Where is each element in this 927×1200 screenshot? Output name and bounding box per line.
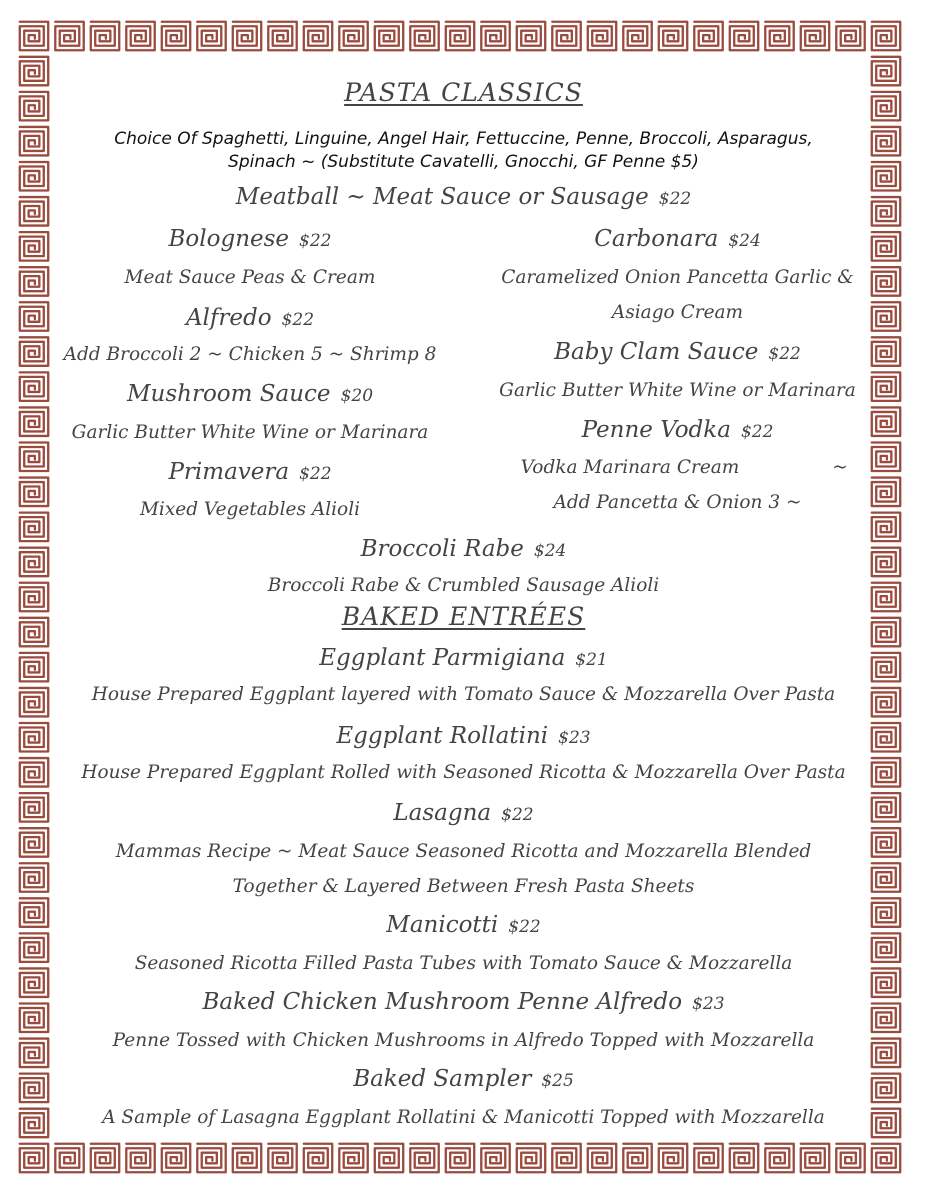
item-name: Baked Sampler: [353, 1066, 532, 1092]
item-price: $21: [575, 650, 608, 670]
spiral-tile: [730, 1144, 758, 1172]
item-name: Eggplant Parmigiana: [319, 645, 566, 671]
penne-vodka-desc-tilde: ~: [832, 457, 848, 478]
spiral-tile: [872, 478, 900, 506]
mushroom-sauce-desc: Garlic Butter White Wine or Marinara: [71, 422, 429, 443]
broccoli-rabe-name: [0, 536, 927, 562]
pasta-classics-heading: PASTA CLASSICS: [344, 78, 583, 107]
eggplant-parm-desc: House Prepared Eggplant layered with Tomato Sauce & Mozzarella Over Pasta: [91, 684, 836, 705]
spiral-tile: [765, 22, 793, 50]
spiral-tile: [375, 1144, 403, 1172]
item-price: $22: [299, 464, 332, 484]
primavera-name: [60, 459, 440, 485]
item-price: $22: [299, 231, 332, 251]
spiral-tile: [517, 22, 545, 50]
spiral-tile: [162, 22, 190, 50]
lasagna-desc-2: Together & Layered Between Fresh Pasta Sheets: [232, 876, 695, 897]
spiral-tile: [552, 22, 580, 50]
spiral-tile: [694, 22, 722, 50]
alfredo-name: [60, 305, 440, 331]
spiral-tile: [20, 302, 48, 330]
spiral-tile: [446, 1144, 474, 1172]
item-name: Eggplant Rollatini: [336, 723, 549, 749]
eggplant-rollatini-name: [0, 723, 927, 749]
item-name: Bolognese: [168, 226, 290, 252]
item-price: $23: [692, 994, 725, 1014]
spiral-tile: [304, 22, 332, 50]
item-price: $22: [508, 917, 541, 937]
spiral-tile: [410, 1144, 438, 1172]
broccoli-rabe-desc: Broccoli Rabe & Crumbled Sausage Alioli: [267, 575, 660, 596]
spiral-tile: [20, 22, 48, 50]
item-name: Baked Chicken Mushroom Penne Alfredo: [202, 989, 683, 1015]
spiral-tile: [481, 1144, 509, 1172]
spiral-tile: [517, 1144, 545, 1172]
spiral-tile: [659, 22, 687, 50]
spiral-tile: [55, 1144, 83, 1172]
spiral-tile: [20, 267, 48, 295]
chicken-penne-name: [0, 989, 927, 1015]
chicken-penne-desc: Penne Tossed with Chicken Mushrooms in Alfredo Topped with Mozzarella: [112, 1030, 815, 1051]
spiral-tile: [197, 1144, 225, 1172]
spiral-tile: [623, 22, 651, 50]
spiral-tile: [801, 1144, 829, 1172]
item-name: Lasagna: [393, 800, 492, 826]
spiral-tile: [20, 478, 48, 506]
item-price: $22: [740, 422, 774, 442]
item-name: Broccoli Rabe: [360, 536, 524, 562]
spiral-tile: [872, 443, 900, 471]
manicotti-name: [0, 912, 927, 938]
spiral-tile: [801, 22, 829, 50]
spiral-tile: [91, 1144, 119, 1172]
spiral-tile: [197, 22, 225, 50]
eggplant-parm-name: [0, 645, 927, 671]
eggplant-rollatini-desc: House Prepared Eggplant Rolled with Seasoned Ricotta & Mozzarella Over Pasta: [81, 762, 846, 783]
spiral-tile: [339, 1144, 367, 1172]
carbonara-desc-1: Caramelized Onion Pancetta Garlic &: [501, 267, 854, 288]
spiral-tile: [410, 22, 438, 50]
item-price: $23: [558, 728, 591, 748]
spiral-tile: [304, 1144, 332, 1172]
spiral-tile: [588, 1144, 616, 1172]
spiral-tile: [446, 22, 474, 50]
spiral-tile: [694, 1144, 722, 1172]
spiral-tile: [268, 1144, 296, 1172]
spiral-tile: [659, 1144, 687, 1172]
spiral-tile: [552, 1144, 580, 1172]
spiral-tile: [20, 1144, 48, 1172]
spiral-tile: [20, 443, 48, 471]
spiral-tile: [20, 407, 48, 435]
pasta-choice-line-1: Choice Of Spaghetti, Linguine, Angel Hair, Fettuccine, Penne, Broccoli, Asparagus,: [114, 129, 813, 149]
spiral-tile: [20, 372, 48, 400]
spiral-tile: [126, 1144, 154, 1172]
spiral-tile: [55, 22, 83, 50]
spiral-tile: [481, 22, 509, 50]
item-name: Primavera: [168, 459, 290, 485]
spiral-tile: [588, 22, 616, 50]
item-price: $24: [728, 231, 761, 251]
carbonara-name: [490, 226, 865, 252]
spiral-tile: [872, 1144, 900, 1172]
spiral-tile: [765, 1144, 793, 1172]
spiral-tile: [872, 372, 900, 400]
penne-vodka-desc-2: Add Pancetta & Onion 3 ~: [553, 492, 802, 513]
baby-clam-name: [490, 339, 865, 365]
spiral-tile: [162, 1144, 190, 1172]
spiral-tile: [872, 407, 900, 435]
item-price: $22: [658, 189, 692, 209]
meatball-item: [0, 184, 927, 210]
baby-clam-desc: Garlic Butter White Wine or Marinara: [499, 380, 856, 401]
penne-vodka-name: [490, 417, 865, 443]
alfredo-desc: Add Broccoli 2 ~ Chicken 5 ~ Shrimp 8: [63, 344, 437, 365]
item-price: $25: [541, 1071, 574, 1091]
item-name: Penne Vodka: [581, 417, 731, 443]
item-price: $20: [340, 386, 374, 406]
spiral-tile: [872, 232, 900, 260]
spiral-tile: [872, 22, 900, 50]
spiral-tile: [268, 22, 296, 50]
item-name: Alfredo: [185, 305, 272, 331]
spiral-tile: [623, 1144, 651, 1172]
mushroom-sauce-name: [60, 381, 440, 407]
carbonara-desc-2: Asiago Cream: [611, 302, 744, 323]
baked-sampler-name: [0, 1066, 927, 1092]
spiral-tile: [233, 1144, 261, 1172]
bolognese-desc: Meat Sauce Peas & Cream: [124, 267, 376, 288]
item-name: Carbonara: [594, 226, 719, 252]
item-price: $22: [281, 310, 315, 330]
spiral-tile: [836, 22, 864, 50]
spiral-tile: [730, 22, 758, 50]
spiral-tile: [375, 22, 403, 50]
baked-entrees-heading: BAKED ENTRÉES: [341, 602, 586, 631]
lasagna-name: [0, 800, 927, 826]
primavera-desc: Mixed Vegetables Alioli: [139, 499, 361, 520]
manicotti-desc: Seasoned Ricotta Filled Pasta Tubes with Tomato Sauce & Mozzarella: [134, 953, 793, 974]
lasagna-desc-1: Mammas Recipe ~ Meat Sauce Seasoned Ricotta and Mozzarella Blended: [115, 841, 812, 862]
item-price: $22: [501, 805, 534, 825]
item-name: Baby Clam Sauce: [554, 339, 759, 365]
penne-vodka-desc-1: Vodka Marinara Cream: [520, 457, 740, 478]
item-name: Meatball ~ Meat Sauce or Sausage: [235, 184, 649, 210]
spiral-tile: [20, 232, 48, 260]
spiral-tile: [872, 267, 900, 295]
spiral-tile: [872, 337, 900, 365]
pasta-choice-line-2: Spinach ~ (Substitute Cavatelli, Gnocchi, GF Penne $5): [228, 152, 699, 172]
spiral-tile: [872, 302, 900, 330]
spiral-tile: [233, 22, 261, 50]
spiral-tile: [91, 22, 119, 50]
spiral-tile: [339, 22, 367, 50]
item-price: $22: [768, 344, 801, 364]
spiral-tile: [126, 22, 154, 50]
bolognese-name: [60, 226, 440, 252]
spiral-tile: [836, 1144, 864, 1172]
spiral-tile: [20, 337, 48, 365]
baked-sampler-desc: A Sample of Lasagna Eggplant Rollatini & Manicotti Topped with Mozzarella: [102, 1107, 825, 1128]
item-price: $24: [533, 541, 567, 561]
item-name: Mushroom Sauce: [126, 381, 331, 407]
item-name: Manicotti: [386, 912, 499, 938]
